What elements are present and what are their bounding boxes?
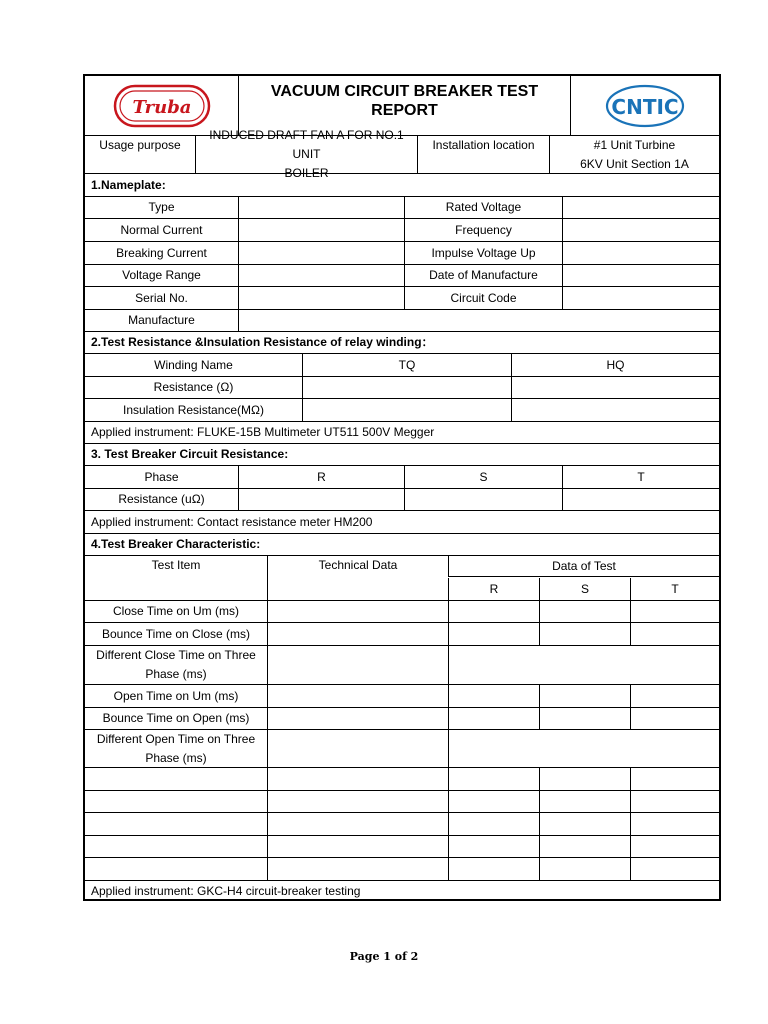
tq-label: TQ	[302, 354, 511, 376]
serial-no-label: Serial No.	[135, 290, 188, 305]
circuit-heading-row	[85, 444, 719, 466]
blank-cell	[539, 836, 630, 857]
normal-current-value	[238, 219, 404, 241]
blank-cell	[267, 768, 448, 790]
diff-open-value	[448, 730, 719, 767]
circuit-resistance-r	[238, 489, 404, 510]
open-time-label: Open Time on Um (ms)	[113, 688, 239, 703]
open-time-r	[448, 685, 539, 707]
relay-resistance-label: Resistance (Ω)	[153, 380, 234, 394]
characteristic-instrument: Applied instrument: GKC-H4 circuit-breaker testing	[91, 883, 361, 898]
phase-t: T	[562, 466, 719, 488]
blank-cell	[267, 813, 448, 835]
bounce-close-t	[630, 623, 719, 645]
diff-close-line1: Different Close Time on Three	[96, 648, 256, 662]
blank-cell	[630, 768, 719, 790]
usage-label: Usage purpose	[99, 138, 181, 152]
relay-resistance-tq	[302, 377, 511, 398]
data-of-test-label: Data of Test	[448, 556, 719, 577]
blank-row-2	[85, 791, 719, 813]
relay-heading-row	[85, 332, 719, 354]
blank-cell	[539, 768, 630, 790]
date-of-manufacture-label: Date of Manufacture	[404, 265, 562, 286]
circuit-resistance-t	[562, 489, 719, 510]
close-time-tech	[267, 601, 448, 622]
close-time-row	[85, 601, 719, 623]
cntic-logo	[570, 76, 719, 135]
relay-resistance-hq	[511, 377, 719, 398]
frequency-value	[562, 219, 719, 241]
location-value-line2: 6KV Unit Section 1A	[580, 156, 689, 171]
circuit-code-label: Circuit Code	[404, 287, 562, 309]
bounce-open-tech	[267, 708, 448, 729]
diff-close-tech	[267, 646, 448, 684]
insulation-resistance-label: Insulation Resistance(MΩ)	[122, 402, 265, 417]
relay-instrument: Applied instrument: FLUKE-15B Multimeter UT511 500V Megger	[91, 425, 435, 439]
blank-cell	[267, 836, 448, 857]
serial-no-value	[238, 287, 404, 309]
bounce-open-r	[448, 708, 539, 729]
insulation-hq	[511, 399, 719, 421]
blank-cell	[630, 813, 719, 835]
blank-cell	[539, 858, 630, 880]
winding-name-label: Winding Name	[154, 357, 233, 372]
phase-s: S	[404, 466, 562, 488]
close-time-t	[630, 601, 719, 622]
location-label: Installation location	[417, 136, 549, 173]
open-time-s	[539, 685, 630, 707]
location-value-line1: #1 Unit Turbine	[593, 137, 676, 152]
insulation-tq	[302, 399, 511, 421]
breaking-current-label: Breaking Current	[116, 245, 207, 260]
phase-r: R	[238, 466, 404, 488]
impulse-voltage-label: Impulse Voltage Up	[404, 242, 562, 264]
blank-cell	[630, 791, 719, 812]
blank-cell	[448, 858, 539, 880]
date-of-manufacture-value	[562, 265, 719, 286]
diff-close-line2: Phase (ms)	[145, 667, 207, 681]
bounce-close-tech	[267, 623, 448, 645]
nameplate-row-breaking	[85, 242, 719, 265]
circuit-code-value	[562, 287, 719, 309]
rated-voltage-label: Rated Voltage	[404, 197, 562, 218]
usage-value	[195, 128, 417, 180]
diff-open-line1: Different Open Time on Three	[96, 731, 256, 746]
blank-row-5	[85, 858, 719, 881]
technical-data-label: Technical Data	[267, 556, 448, 600]
nameplate-row-manufacture	[85, 310, 719, 332]
nameplate-heading-row	[85, 174, 719, 197]
rated-voltage-value	[562, 197, 719, 218]
circuit-instrument-row	[85, 511, 719, 534]
manufacture-label: Manufacture	[128, 313, 195, 327]
characteristic-instrument-row	[85, 881, 719, 901]
diff-close-label	[85, 646, 267, 684]
report-title: VACUUM CIRCUIT BREAKER TEST REPORT	[238, 76, 570, 135]
blank-cell	[448, 836, 539, 857]
blank-cell	[539, 791, 630, 812]
diff-close-row	[85, 646, 719, 685]
impulse-voltage-value	[562, 242, 719, 264]
diff-open-row	[85, 730, 719, 768]
cntic-logo-text: CNTIC	[611, 94, 679, 119]
circuit-phase-row	[85, 466, 719, 489]
breaking-current-value	[238, 242, 404, 264]
blank-cell	[267, 858, 448, 880]
relay-header-row	[85, 354, 719, 377]
bounce-close-row	[85, 623, 719, 646]
relay-instrument-row	[85, 422, 719, 444]
phase-label: Phase	[144, 469, 179, 484]
blank-cell	[539, 813, 630, 835]
truba-logo-text: Truba	[132, 96, 191, 118]
open-time-row	[85, 685, 719, 708]
close-time-r	[448, 601, 539, 622]
close-time-label: Close Time on Um (ms)	[112, 604, 240, 618]
characteristic-header	[85, 556, 719, 601]
nameplate-row-current	[85, 219, 719, 242]
blank-cell	[267, 791, 448, 812]
characteristic-heading: 4.Test Breaker Characteristic:	[91, 537, 261, 551]
normal-current-label: Normal Current	[120, 222, 203, 237]
voltage-range-value	[238, 265, 404, 286]
close-time-s	[539, 601, 630, 622]
report-sheet	[83, 74, 721, 901]
location-value	[549, 136, 719, 173]
blank-cell	[448, 813, 539, 835]
circuit-resistance-row	[85, 489, 719, 511]
type-label: Type	[148, 200, 175, 214]
bounce-close-r	[448, 623, 539, 645]
voltage-range-label: Voltage Range	[122, 268, 201, 282]
bounce-open-t	[630, 708, 719, 729]
relay-heading: 2.Test Resistance &Insulation Resistance of relay winding：	[91, 335, 434, 349]
info-row	[85, 128, 719, 180]
bounce-open-row	[85, 708, 719, 730]
nameplate-row-type	[85, 197, 719, 219]
usage-value-line2: BOILER	[284, 166, 329, 180]
blank-cell	[448, 768, 539, 790]
blank-row-4	[85, 836, 719, 858]
manufacture-value	[238, 310, 719, 331]
characteristic-heading-row	[85, 534, 719, 556]
relay-resistance-row	[85, 377, 719, 399]
circuit-heading: 3. Test Breaker Circuit Resistance:	[91, 447, 289, 461]
open-time-t	[630, 685, 719, 707]
page-number: Page 1 of 2	[349, 950, 419, 963]
test-item-label: Test Item	[151, 558, 201, 572]
diff-open-tech	[267, 730, 448, 767]
open-time-tech	[267, 685, 448, 707]
circuit-resistance-s	[404, 489, 562, 510]
diff-close-value	[448, 646, 719, 684]
blank-cell	[630, 858, 719, 880]
blank-row-3	[85, 813, 719, 836]
relay-insulation-row	[85, 399, 719, 422]
test-s-label: S	[539, 578, 630, 600]
circuit-instrument: Applied instrument: Contact resistance meter HM200	[91, 514, 373, 529]
bounce-close-label: Bounce Time on Close (ms)	[101, 626, 251, 641]
hq-label: HQ	[511, 354, 719, 376]
bounce-open-label: Bounce Time on Open (ms)	[102, 711, 250, 725]
blank-cell	[630, 836, 719, 857]
nameplate-heading: 1.Nameplate:	[91, 177, 166, 192]
diff-open-label	[85, 730, 267, 767]
circuit-resistance-label: Resistance (uΩ)	[118, 492, 205, 506]
blank-row-1	[85, 768, 719, 791]
bounce-open-s	[539, 708, 630, 729]
bounce-close-s	[539, 623, 630, 645]
type-value	[238, 197, 404, 218]
test-t-label: T	[630, 578, 719, 600]
usage-value-line1: INDUCED DRAFT FAN A FOR NO.1 UNIT	[209, 128, 404, 161]
diff-open-line2: Phase (ms)	[145, 750, 207, 765]
blank-cell	[448, 791, 539, 812]
frequency-label: Frequency	[404, 219, 562, 241]
test-r-label: R	[448, 578, 539, 600]
nameplate-row-range	[85, 265, 719, 287]
nameplate-row-serial	[85, 287, 719, 310]
